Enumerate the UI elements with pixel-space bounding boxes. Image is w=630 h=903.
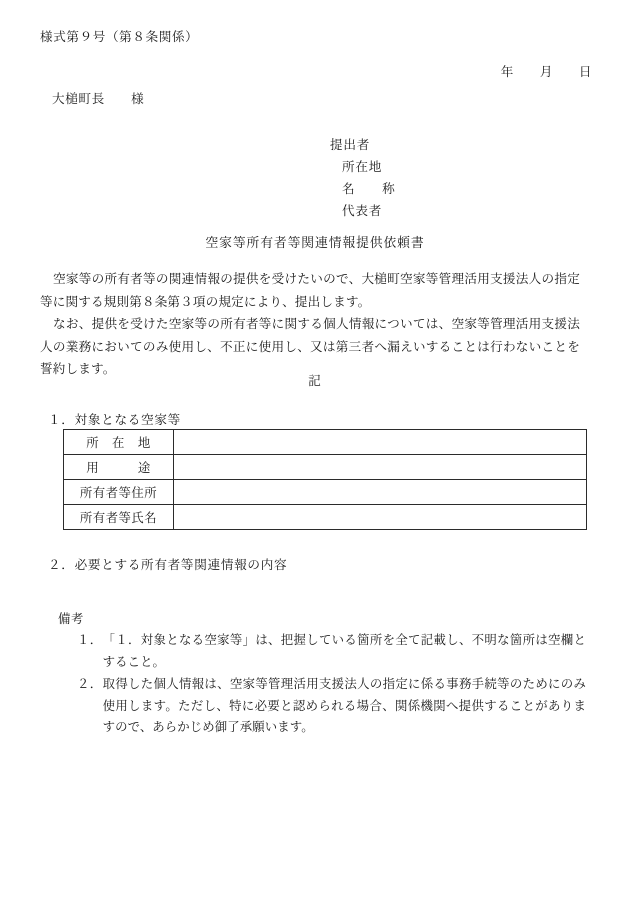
submitter-representative-label: 代表者	[342, 204, 383, 218]
form-number: 様式第９号（第８条関係）	[40, 30, 199, 44]
remark-text-2: 取得した個人情報は、空家等管理活用支援法人の指定に係る事務手続等のためにのみ使用します。ただし、特に必要と認められる場合、関係機関へ提供することがありますので、あらかじめ御了承願います。	[102, 677, 586, 734]
submitter-address-label: 所在地	[342, 160, 383, 174]
row-label-owner-name: 所有者等氏名	[64, 505, 174, 530]
section-2-heading: ２．必要とする所有者等関連情報の内容	[48, 558, 288, 572]
remark-item-1	[58, 630, 586, 673]
ki-mark: 記	[308, 374, 322, 388]
section-1-heading: １．対象となる空家等	[48, 413, 181, 427]
table-row	[64, 505, 587, 530]
date-day-label: 日	[578, 64, 592, 79]
date-month-label: 月	[539, 64, 553, 79]
row-label-usage: 用 途	[64, 455, 174, 480]
body-paragraphs	[40, 268, 580, 381]
row-value-usage[interactable]	[174, 455, 587, 480]
remark-number-1: １．	[77, 633, 103, 647]
remark-item-2	[58, 674, 586, 739]
addressee: 大槌町長 様	[52, 92, 145, 106]
row-value-location[interactable]	[174, 430, 587, 455]
page-title: 空家等所有者等関連情報提供依頼書	[205, 236, 425, 250]
submitter-name-label: 名 称	[342, 182, 396, 196]
remarks-title: 備考	[58, 612, 84, 626]
remark-number-2: ２．	[77, 677, 103, 691]
paragraph-2: なお、提供を受けた空家等の所有者等に関する個人情報については、空家等管理活用支援法人の業務においてのみ使用し、不正に使用し、又は第三者へ漏えいすることは行わないことを誓約します。	[40, 317, 580, 376]
table-row	[64, 430, 587, 455]
remark-text-1: 「１．対象となる空家等」は、把握している箇所を全て記載し、不明な箇所は空欄とすること。	[102, 633, 586, 669]
table-row	[64, 455, 587, 480]
remarks-block	[58, 609, 586, 739]
row-value-owner-address[interactable]	[174, 480, 587, 505]
submitter-heading: 提出者	[330, 138, 371, 152]
table-row	[64, 480, 587, 505]
date-year-label: 年	[500, 64, 514, 79]
row-value-owner-name[interactable]	[174, 505, 587, 530]
submitter-block	[330, 134, 396, 222]
date-line	[0, 53, 592, 91]
paragraph-1: 空家等の所有者等の関連情報の提供を受けたいので、大槌町空家等管理活用支援法人の指定等に関する規則第８条第３項の規定により、提出します。	[40, 272, 580, 309]
target-property-table	[63, 429, 562, 530]
row-label-location: 所 在 地	[64, 430, 174, 455]
row-label-owner-address: 所有者等住所	[64, 480, 174, 505]
